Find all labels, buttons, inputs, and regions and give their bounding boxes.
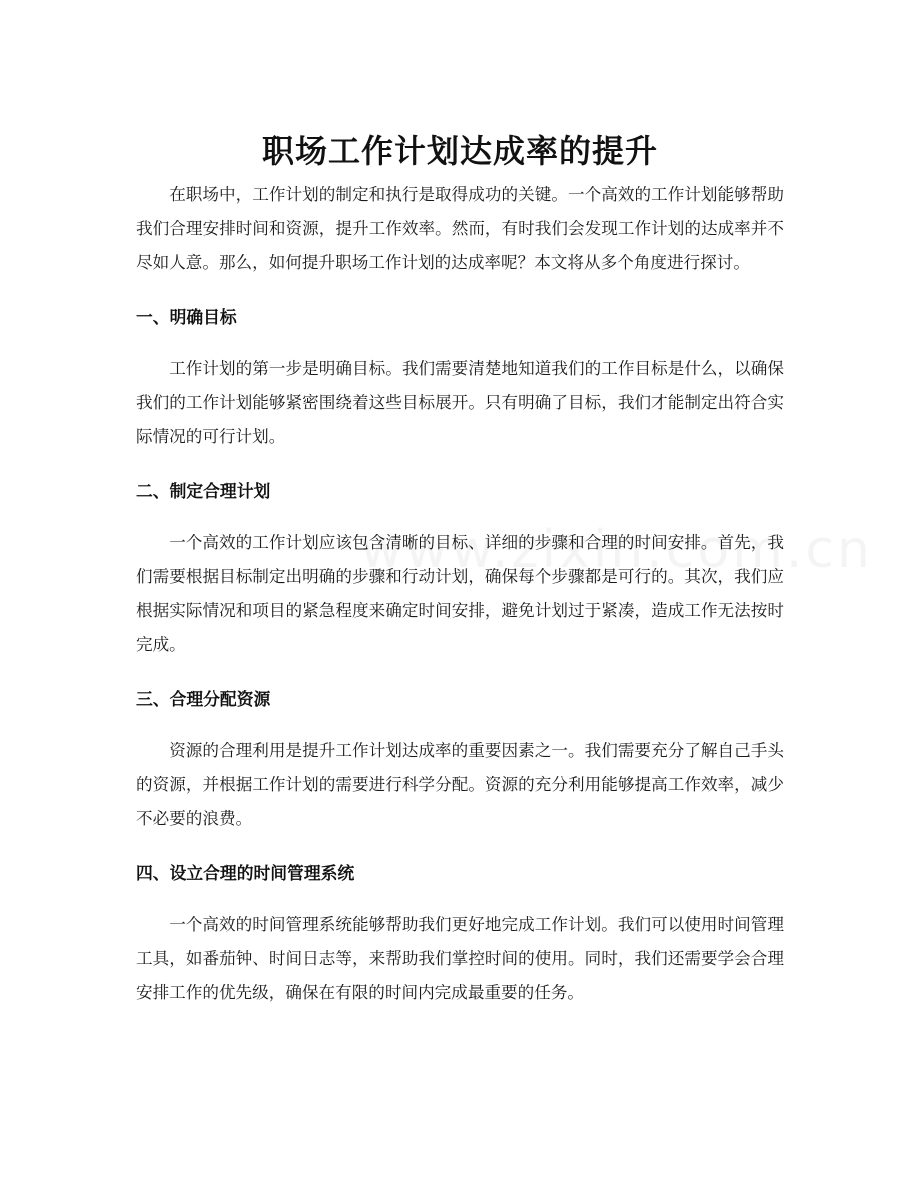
page-title: 职场工作计划达成率的提升: [261, 132, 658, 171]
section-heading-4: 四、设立合理的时间管理系统: [136, 863, 355, 883]
document-body: [136, 178, 784, 1010]
section-body-4: 一个高效的时间管理系统能够帮助我们更好地完成工作计划。我们可以使用时间管理工具，如番茄钟、时间日志等，来帮助我们掌控时间的使用。同时，我们还需要学会合理安排工作的优先级，确保在有限的时间内完成最重要的任务。: [136, 915, 784, 1002]
section-heading-2: 二、制定合理计划: [136, 481, 271, 501]
intro-paragraph: 在职场中，工作计划的制定和执行是取得成功的关键。一个高效的工作计划能够帮助我们合理安排时间和资源，提升工作效率。然而，有时我们会发现工作计划的达成率并不尽如人意。那么，如何提升职场工作计划的达成率呢？本文将从多个角度进行探讨。: [136, 185, 784, 272]
section-body-1: 工作计划的第一步是明确目标。我们需要清楚地知道我们的工作目标是什么，以确保我们的工作计划能够紧密围绕着这些目标展开。只有明确了目标，我们才能制定出符合实际情况的可行计划。: [136, 359, 784, 446]
section-body-2: 一个高效的工作计划应该包含清晰的目标、详细的步骤和合理的时间安排。首先，我们需要根据目标制定出明确的步骤和行动计划，确保每个步骤都是可行的。其次，我们应根据实际情况和项目的紧急程度来确定时间安排，避免计划过于紧凑，造成工作无法按时完成。: [136, 533, 784, 654]
section-body-3: 资源的合理利用是提升工作计划达成率的重要因素之一。我们需要充分了解自己手头的资源，并根据工作计划的需要进行科学分配。资源的充分利用能够提高工作效率，减少不必要的浪费。: [136, 741, 784, 828]
section-heading-1: 一、明确目标: [136, 307, 237, 327]
section-heading-3: 三、合理分配资源: [136, 689, 271, 709]
